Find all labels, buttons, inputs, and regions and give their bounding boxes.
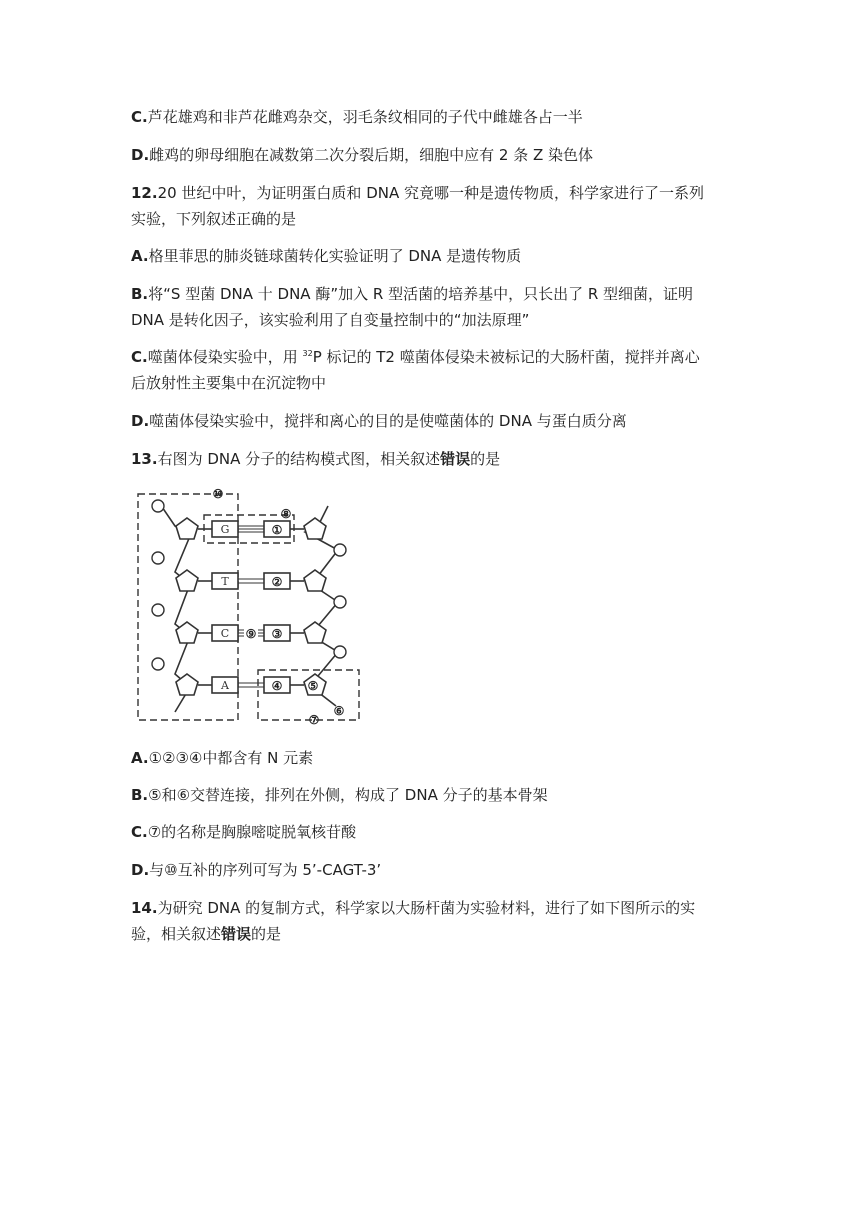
question-number: 13. bbox=[131, 450, 158, 468]
option-text: 格里菲思的肺炎链球菌转化实验证明了 DNA 是遗传物质 bbox=[148, 247, 522, 265]
phosphate-circle bbox=[152, 604, 164, 616]
emphasis: 错误 bbox=[440, 450, 471, 468]
question-stem: 为研究 DNA 的复制方式，科学家以大肠杆菌为实验材料，进行了如下图所示的实 bbox=[157, 899, 696, 917]
dna-structure-diagram bbox=[130, 484, 366, 730]
option-text: 与⑩互补的序列可写为 5’-CAGT-3’ bbox=[149, 861, 382, 879]
q12-option-d bbox=[131, 411, 627, 431]
option-d-line bbox=[131, 145, 593, 165]
base-label-a: A bbox=[221, 679, 229, 692]
q12-stem-line1 bbox=[131, 183, 704, 203]
base-label-g: G bbox=[220, 523, 230, 536]
q13-option-a bbox=[131, 748, 313, 768]
q13-option-c bbox=[131, 822, 356, 842]
q13-option-d bbox=[131, 860, 381, 880]
superscript: 32 bbox=[302, 349, 313, 358]
phosphate-circle bbox=[334, 544, 346, 556]
option-label: A. bbox=[131, 247, 149, 265]
sugar-pentagon bbox=[176, 622, 198, 643]
option-text: 噬菌体侵染实验中，搅拌和离心的目的是使噬菌体的 DNA 与蛋白质分离 bbox=[149, 412, 627, 430]
option-text: ⑤和⑥交替连接，排列在外侧，构成了 DNA 分子的基本骨架 bbox=[148, 786, 548, 804]
base-label-t: T bbox=[221, 575, 229, 588]
option-label: C. bbox=[131, 348, 148, 366]
option-label: C. bbox=[131, 823, 148, 841]
option-label: D. bbox=[131, 861, 150, 879]
option-label: A. bbox=[131, 749, 149, 767]
label-8: ⑧ bbox=[280, 507, 292, 521]
phosphate-circle bbox=[334, 646, 346, 658]
option-label: C. bbox=[131, 108, 148, 126]
q12-stem-line2: 实验，下列叙述正确的是 bbox=[131, 210, 297, 228]
base-label-c: C bbox=[220, 627, 230, 640]
emphasis: 错误 bbox=[221, 925, 252, 943]
label-5: ⑤ bbox=[307, 679, 319, 693]
phosphate-circle bbox=[152, 500, 164, 512]
question-stem: 右图为 DNA 分子的结构模式图，相关叙述 bbox=[157, 450, 441, 468]
option-text: 噬菌体侵染实验中，用 bbox=[147, 348, 303, 366]
sugar-pentagon bbox=[304, 518, 326, 539]
phosphate-circle bbox=[152, 552, 164, 564]
q13-option-b bbox=[131, 785, 548, 805]
base-label-1: ① bbox=[271, 523, 283, 537]
sugar-pentagon bbox=[176, 570, 198, 591]
q12-option-b-line2: DNA 是转化因子，该实验利用了自变量控制中的“加法原理” bbox=[131, 311, 530, 329]
option-text: P 标记的 T2 噬菌体侵染未被标记的大肠杆菌，搅拌并离心 bbox=[312, 348, 700, 366]
option-text: 雌鸡的卵母细胞在减数第二次分裂后期，细胞中应有 2 条 Z 染色体 bbox=[149, 146, 594, 164]
base-label-3: ③ bbox=[271, 627, 283, 641]
question-stem: 20 世纪中叶，为证明蛋白质和 DNA 究竟哪一种是遗传物质，科学家进行了一系列 bbox=[157, 184, 705, 202]
question-stem: 的是 bbox=[470, 450, 501, 468]
q14-stem-line2 bbox=[131, 924, 281, 944]
option-text: 将“S 型菌 DNA 十 DNA 酶”加入 R 型活菌的培养基中，只长出了 R 型细菌，证明 bbox=[148, 285, 694, 303]
option-text: ①②③④中都含有 N 元素 bbox=[148, 749, 314, 767]
label-7: ⑦ bbox=[308, 713, 320, 727]
q12-option-a bbox=[131, 246, 521, 266]
q12-option-b-line1 bbox=[131, 284, 693, 304]
label-10: ⑩ bbox=[212, 487, 224, 501]
q12-option-c-line1 bbox=[131, 347, 700, 370]
option-text: 芦花雄鸡和非芦花雌鸡杂交，羽毛条纹相同的子代中雌雄各占一半 bbox=[147, 108, 583, 126]
sugar-pentagon bbox=[304, 570, 326, 591]
question-stem: 验，相关叙述 bbox=[131, 925, 222, 943]
question-number: 12. bbox=[131, 184, 158, 202]
phosphate-circle bbox=[152, 658, 164, 670]
q13-stem bbox=[131, 449, 500, 469]
q14-stem-line1 bbox=[131, 898, 695, 918]
sugar-pentagon bbox=[304, 622, 326, 643]
label-6: ⑥ bbox=[333, 704, 345, 718]
question-number: 14. bbox=[131, 899, 158, 917]
option-label: B. bbox=[131, 786, 149, 804]
question-stem: 的是 bbox=[251, 925, 282, 943]
sugar-pentagon bbox=[176, 518, 198, 539]
option-c-line bbox=[131, 107, 583, 127]
option-label: B. bbox=[131, 285, 149, 303]
base-label-4: ④ bbox=[271, 679, 283, 693]
label-9: ⑨ bbox=[245, 627, 257, 641]
option-label: D. bbox=[131, 146, 150, 164]
option-label: D. bbox=[131, 412, 150, 430]
option-text: ⑦的名称是胸腺嘧啶脱氧核苷酸 bbox=[147, 823, 357, 841]
phosphate-circle bbox=[334, 596, 346, 608]
base-label-2: ② bbox=[271, 575, 283, 589]
q12-option-c-line2: 后放射性主要集中在沉淀物中 bbox=[131, 374, 327, 392]
